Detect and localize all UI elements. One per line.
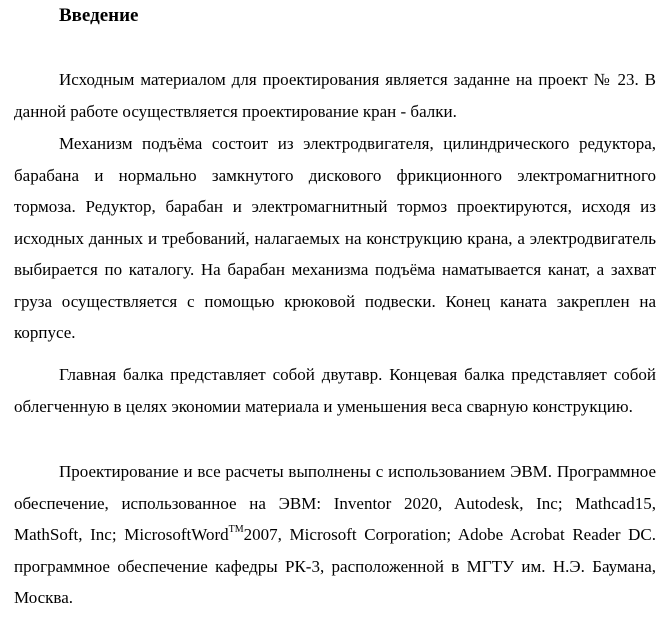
trademark-superscript: TM <box>228 524 244 535</box>
paragraph-beams: Главная балка представляет собой двутавр. Концевая балка представляет собой облегченную в целях экономии материала и уменьшения веса сварную конструкцию. <box>14 365 656 416</box>
paragraph-intro: Исходным материалом для проектирования является заданне на проект № 23. В данной работе осуществляется проектирование кран - балки. <box>14 70 656 121</box>
paragraph-software <box>14 456 656 614</box>
paragraph-lifting-mechanism: Механизм подъёма состоит из электродвигателя, цилиндрического редуктора, барабана и нормально замкнутого дискового фрикционного электромагнитного тормоза. Редуктор, барабан и электромагнитный тормоз проектируются, исходя из исходных данных и требований, налагаемых на конструкцию крана, а электродвигатель выбирается по каталогу. На барабан механизма подъёма наматывается канат, а захват груза осуществляется с помощью крюковой подвески. Конец каната закреплен на корпусе. <box>14 134 656 342</box>
section-heading: Введение <box>59 5 139 26</box>
software-text-start: Проектирование и все расчеты выполнены с использованием ЭВМ. Программное обеспечение, использованное на ЭВМ: Inventor 2020, Autodesk, Inc; Mathcad15, MathSoft, Inc; MicrosoftWord <box>14 462 656 544</box>
software-text-end: 2007, Microsoft Corporation; Adobe Acrobat Reader DC. программное обеспечение кафедры РК-3, расположенной в МГТУ им. Н.Э. Баумана, Москва. <box>14 525 657 607</box>
